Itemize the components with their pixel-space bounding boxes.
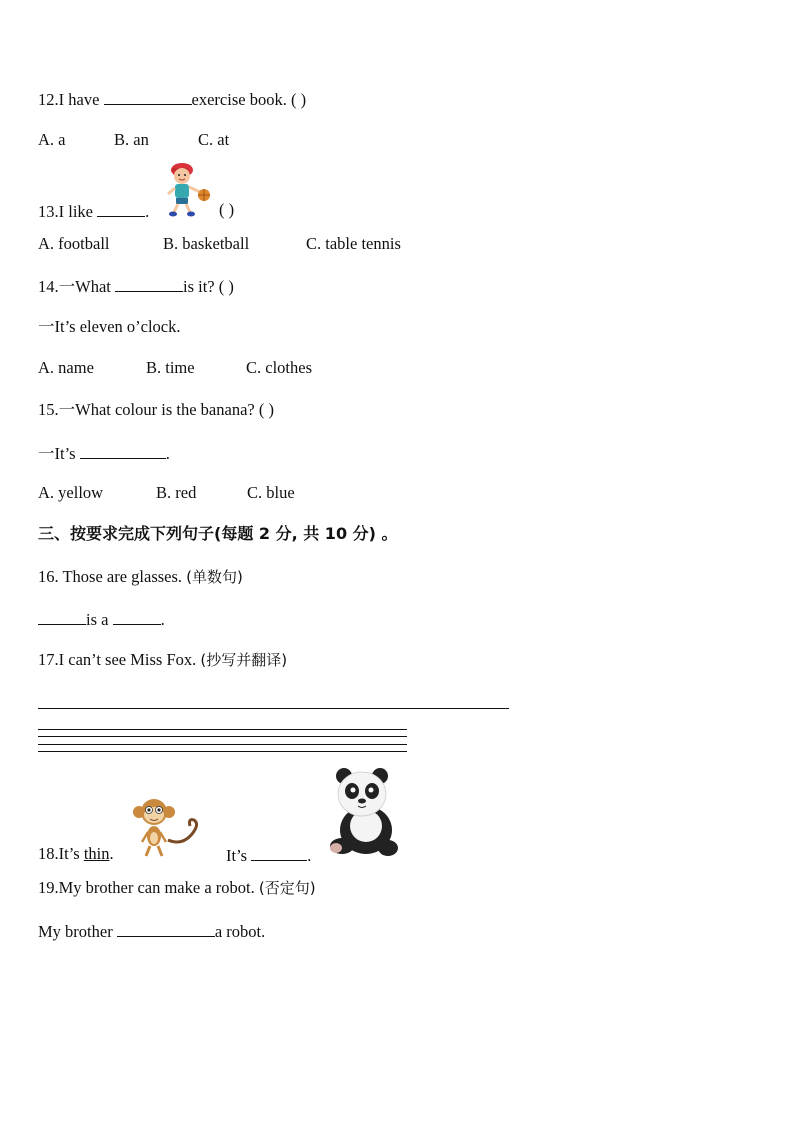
q16-blank-1[interactable]: [38, 608, 86, 625]
q19-instruction: (否定句): [258, 879, 316, 897]
q19-question: [38, 878, 316, 898]
q13-paren: ( ): [219, 200, 235, 219]
q16-text: 16. Those are glasses.: [38, 567, 187, 586]
q18-question: [38, 844, 114, 864]
q12-option-c: C. at: [198, 130, 230, 149]
q12-option-b: B. an: [114, 130, 149, 149]
q18-underlined-word: thin: [83, 844, 110, 863]
q12-blank[interactable]: [104, 88, 192, 105]
q13-prefix: 13.I like: [38, 202, 98, 221]
q16-fill-end: .: [160, 610, 165, 629]
q14-answer: 一It’s eleven o’clock.: [38, 317, 181, 336]
q15-option-a: A. yellow: [38, 483, 104, 502]
q19-fill-suffix: a robot.: [214, 922, 266, 941]
q18-second-sentence: [226, 844, 311, 866]
q14-question: [38, 275, 234, 297]
q17-writing-line-2[interactable]: [38, 736, 407, 737]
q16-blank-2[interactable]: [113, 608, 161, 625]
q18-suffix: .: [109, 844, 114, 863]
q16-question: [38, 567, 243, 587]
q17-writing-line-3[interactable]: [38, 744, 407, 745]
q14-suffix: is it? ( ): [182, 277, 234, 296]
q19-answer: [38, 920, 265, 942]
q13-option-a: A. football: [38, 234, 110, 253]
q12-question: [38, 88, 306, 110]
q16-instruction: (单数句): [186, 568, 243, 586]
section-3-title: 三、按要求完成下列句子(每题 2 分, 共 10 分) 。: [38, 524, 398, 543]
q15-option-c: C. blue: [247, 483, 295, 502]
q14-option-b: B. time: [146, 358, 195, 377]
q14-prefix: 14.一What: [38, 277, 115, 296]
q17-instruction: (抄写并翻译): [200, 651, 288, 669]
q14-option-c: C. clothes: [246, 358, 312, 377]
q15-answer-prefix: 一It’s: [38, 444, 80, 463]
q15-answer-suffix: .: [165, 444, 170, 463]
q17-writing-line-4[interactable]: [38, 751, 407, 752]
q13-option-c: C. table tennis: [306, 234, 401, 253]
q18-blank[interactable]: [251, 844, 307, 861]
q12-suffix: exercise book. ( ): [191, 90, 307, 109]
q18-second-prefix: It’s: [226, 846, 252, 865]
monkey-icon: [130, 796, 206, 858]
panda-icon: [322, 764, 404, 860]
q17-answer-line[interactable]: [38, 708, 509, 709]
q13-question: [38, 200, 149, 222]
q15-option-b: B. red: [156, 483, 197, 502]
q13-option-b: B. basketball: [163, 234, 250, 253]
q15-question: 15.一What colour is the banana? ( ): [38, 400, 274, 419]
q19-text: 19.My brother can make a robot.: [38, 878, 259, 897]
q14-option-a: A. name: [38, 358, 94, 377]
q17-question: [38, 650, 287, 670]
q17-text: 17.I can’t see Miss Fox.: [38, 650, 201, 669]
q18-prefix: 18.It’s: [38, 844, 84, 863]
q15-blank[interactable]: [80, 442, 166, 459]
q19-fill-prefix: My brother: [38, 922, 117, 941]
q13-suffix: .: [145, 202, 150, 221]
q15-answer: [38, 442, 170, 464]
q14-blank[interactable]: [115, 275, 183, 292]
q13-blank[interactable]: [97, 200, 145, 217]
q16-fill-mid: is a: [86, 610, 113, 629]
boy-basketball-icon: [160, 156, 216, 220]
q18-second-suffix: .: [307, 846, 312, 865]
q12-prefix: 12.I have: [38, 90, 104, 109]
q16-answer: [38, 608, 165, 630]
q12-option-a: A. a: [38, 130, 66, 149]
q17-writing-line-1[interactable]: [38, 729, 407, 730]
q19-blank[interactable]: [117, 920, 215, 937]
